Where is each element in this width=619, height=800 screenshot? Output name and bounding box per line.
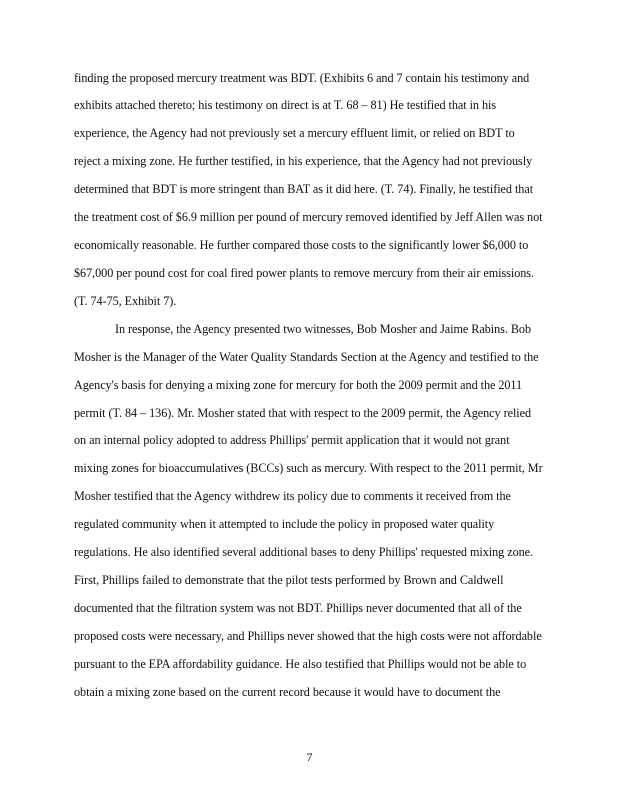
text-line: finding the proposed mercury treatment was BDT. (Exhibits 6 and 7 contain his testimony and <box>74 71 530 85</box>
page-number: 7 <box>306 750 313 764</box>
paragraph-first-line: In response, the Agency presented two witnesses, Bob Mosher and Jaime Rabins. Bob <box>115 322 532 336</box>
text-line: documented that the filtration system was not BDT. Phillips never documented that all of the <box>74 601 522 615</box>
text-line: experience, the Agency had not previously set a mercury effluent limit, or relied on BDT to <box>74 126 515 140</box>
text-line: pursuant to the EPA affordability guidance. He also testified that Phillips would not be able to <box>74 657 527 671</box>
text-line: Mosher testified that the Agency withdrew its policy due to comments it received from the <box>74 489 511 503</box>
text-line: on an internal policy adopted to address Phillips' permit application that it would not grant <box>74 433 510 447</box>
text-line: $67,000 per pound cost for coal fired power plants to remove mercury from their air emissions. <box>74 266 534 280</box>
text-line: regulated community when it attempted to include the policy in proposed water quality <box>74 517 495 531</box>
text-line: proposed costs were necessary, and Phillips never showed that the high costs were not affordable <box>74 629 542 643</box>
text-line: economically reasonable. He further compared those costs to the significantly lower $6,000 to <box>74 238 529 252</box>
text-line: (T. 74-75, Exhibit 7). <box>74 294 177 308</box>
text-line: First, Phillips failed to demonstrate that the pilot tests performed by Brown and Caldwell <box>74 573 504 587</box>
text-line: permit (T. 84 – 136). Mr. Mosher stated that with respect to the 2009 permit, the Agency relied <box>74 406 532 420</box>
text-line: regulations. He also identified several additional bases to deny Phillips' requested mixing zone. <box>74 545 534 559</box>
text-line: the treatment cost of $6.9 million per pound of mercury removed identified by Jeff Allen was not <box>74 210 543 224</box>
text-line: Mosher is the Manager of the Water Quality Standards Section at the Agency and testified to the <box>74 350 539 364</box>
text-line: Agency's basis for denying a mixing zone for mercury for both the 2009 permit and the 2011 <box>74 378 523 392</box>
text-line: determined that BDT is more stringent than BAT as it did here. (T. 74). Finally, he testified that <box>74 182 534 196</box>
text-line: reject a mixing zone. He further testified, in his experience, that the Agency had not previously <box>74 154 533 168</box>
text-line: obtain a mixing zone based on the current record because it would have to document the <box>74 685 501 699</box>
text-line: exhibits attached thereto; his testimony on direct is at T. 68 – 81) He testified that in his <box>74 98 497 112</box>
text-line: mixing zones for bioaccumulatives (BCCs) such as mercury. With respect to the 2011 permit, Mr <box>74 461 543 475</box>
